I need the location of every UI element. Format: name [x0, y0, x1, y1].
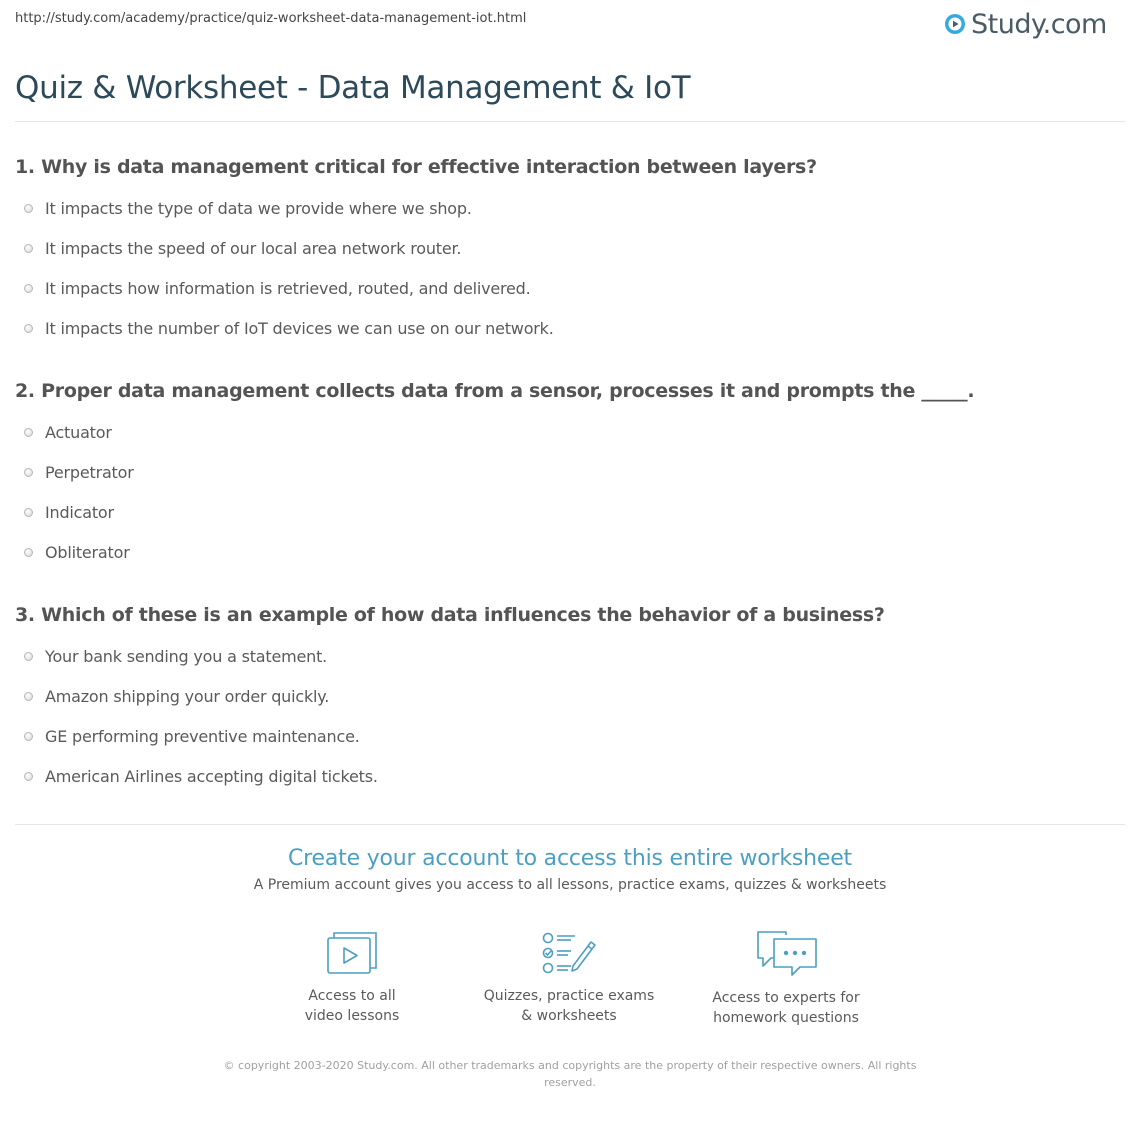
- radio-button-icon[interactable]: [24, 428, 33, 437]
- answer-label: Obliterator: [45, 542, 130, 562]
- answer-label: GE performing preventive maintenance.: [45, 726, 360, 746]
- cta-subtitle: A Premium account gives you access to all lessons, practice exams, quizzes & worksheets: [253, 877, 887, 893]
- answer-label: It impacts the number of IoT devices we can use on our network.: [45, 318, 554, 338]
- question-1: [15, 154, 1125, 338]
- answer-label: It impacts the type of data we provide where we shop.: [45, 198, 472, 218]
- radio-button-icon[interactable]: [24, 324, 33, 333]
- cta-title-link[interactable]: Create your account to access this entire worksheet: [288, 846, 852, 871]
- answer-label: Indicator: [45, 502, 114, 522]
- radio-button-icon[interactable]: [24, 652, 33, 661]
- feature-quizzes: [469, 930, 669, 1026]
- answer-label: Amazon shipping your order quickly.: [45, 686, 330, 706]
- divider: [15, 121, 1125, 122]
- answer-option[interactable]: [15, 197, 472, 219]
- feature-label-line: Access to all: [308, 988, 396, 1004]
- answer-label: It impacts how information is retrieved, routed, and delivered.: [45, 278, 531, 298]
- page-url: http://study.com/academy/practice/quiz-worksheet-data-management-iot.html: [15, 11, 527, 26]
- radio-button-icon[interactable]: [24, 244, 33, 253]
- answer-option[interactable]: [15, 461, 134, 483]
- question-2: [15, 378, 1125, 562]
- answer-option[interactable]: [15, 501, 114, 523]
- logo-text: Study.com: [971, 8, 1107, 40]
- radio-button-icon[interactable]: [24, 548, 33, 557]
- page-title: Quiz & Worksheet - Data Management & IoT: [15, 70, 691, 106]
- feature-label-line: homework questions: [713, 1010, 859, 1026]
- feature-label-line: & worksheets: [521, 1008, 617, 1024]
- feature-label: [686, 988, 886, 1028]
- answer-option[interactable]: [15, 765, 378, 787]
- answer-option[interactable]: [15, 541, 130, 563]
- feature-label: [469, 986, 669, 1026]
- play-circle-icon: [944, 13, 966, 35]
- study-logo[interactable]: [944, 6, 1107, 42]
- answer-option[interactable]: [15, 277, 531, 299]
- answer-option[interactable]: [15, 317, 554, 339]
- copyright-text: © copyright 2003-2020 Study.com. All other trademarks and copyrights are the property of their respective owners. All rights reserved.: [223, 1059, 917, 1089]
- radio-button-icon[interactable]: [24, 468, 33, 477]
- radio-button-icon[interactable]: [24, 692, 33, 701]
- video-lessons-icon: [326, 930, 378, 976]
- question-text: 2. Proper data management collects data from a sensor, processes it and prompts the _____.: [15, 380, 975, 402]
- radio-button-icon[interactable]: [24, 204, 33, 213]
- feature-label-line: Quizzes, practice exams: [483, 988, 655, 1004]
- radio-button-icon[interactable]: [24, 508, 33, 517]
- answer-option[interactable]: [15, 725, 360, 747]
- feature-label-line: video lessons: [304, 1008, 400, 1024]
- feature-label-line: Access to experts for: [712, 990, 860, 1006]
- radio-button-icon[interactable]: [24, 772, 33, 781]
- answer-label: Your bank sending you a statement.: [45, 646, 328, 666]
- feature-experts: [686, 930, 886, 1028]
- chat-bubbles-icon: [754, 930, 818, 978]
- answer-option[interactable]: [15, 685, 329, 707]
- question-3: [15, 602, 1125, 786]
- answer-option[interactable]: [15, 421, 112, 443]
- answer-option[interactable]: [15, 237, 461, 259]
- feature-video-lessons: [252, 930, 452, 1026]
- radio-button-icon[interactable]: [24, 284, 33, 293]
- divider: [15, 824, 1125, 825]
- quiz-checklist-icon: [541, 930, 597, 976]
- question-text: 1. Why is data management critical for effective interaction between layers?: [15, 156, 817, 178]
- feature-label: [252, 986, 452, 1026]
- radio-button-icon[interactable]: [24, 732, 33, 741]
- answer-label: Perpetrator: [45, 462, 134, 482]
- answer-label: It impacts the speed of our local area network router.: [45, 238, 462, 258]
- answer-option[interactable]: [15, 645, 327, 667]
- answer-label: American Airlines accepting digital tickets.: [45, 766, 378, 786]
- answer-label: Actuator: [45, 422, 112, 442]
- question-text: 3. Which of these is an example of how data influences the behavior of a business?: [15, 604, 885, 626]
